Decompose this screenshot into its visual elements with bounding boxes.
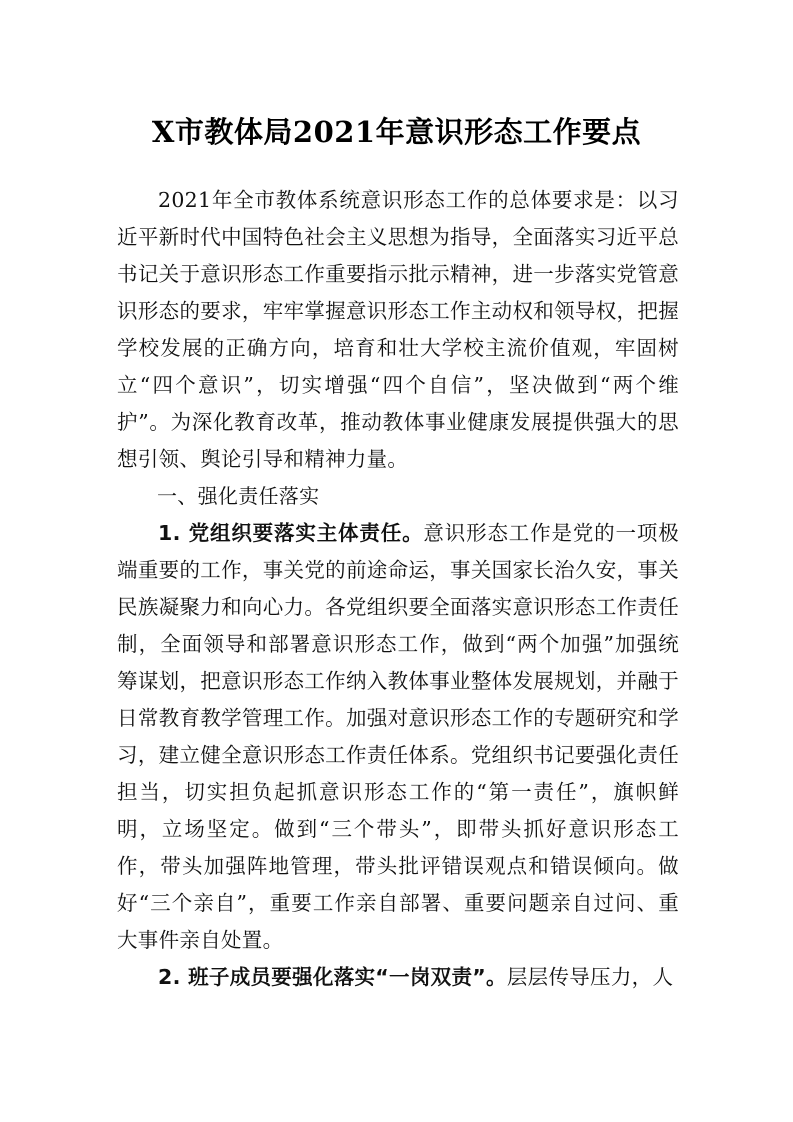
item-text-2: 层层传导压力，人 (506, 965, 674, 989)
item-paragraph-1 (117, 515, 679, 959)
document-body (117, 182, 679, 996)
item-text-1: 意识形态工作是党的一项极端重要的工作，事关党的前途命运，事关国家长治久安，事关民族凝聚力和向心力。各党组织要全面落实意识形态工作责任制，全面领导和部署意识形态工作，做到“两个加强”加强统筹谋划，把意识形态工作纳入教体事业整体发展规划，并融于日常教育教学管理工作。加强对意识形态工作的专题研究和学习，建立健全意识形态工作责任体系。党组织书记要强化责任担当，切实担负起抓意识形态工作的“第一责任”，旗帜鲜明，立场坚定。做到“三个带头”，即带头抓好意识形态工作，带头加强阵地管理，带头批评错误观点和错误倾向。做好“三个亲自”，重要工作亲自部署、重要问题亲自过问、重大事件亲自处置。 (117, 521, 679, 952)
item-lead-1: 1. 党组织要落实主体责任。 (158, 521, 424, 545)
section-heading-1: 一、强化责任落实 (157, 484, 320, 508)
item-paragraph-2 (117, 959, 679, 996)
item-lead-2: 2. 班子成员要强化落实“一岗双责”。 (158, 965, 507, 989)
intro-paragraph: 2021年全市教体系统意识形态工作的总体要求是：以习近平新时代中国特色社会主义思想为指导，全面落实习近平总书记关于意识形态工作重要指示批示精神，进一步落实党管意识形态的要求，牢牢掌握意识形态工作主动权和领导权，把握学校发展的正确方向，培育和壮大学校主流价值观，牢固树立“四个意识”，切实增强“四个自信”，坚决做到“两个维护”。为深化教育改革，推动教体事业健康发展提供强大的思想引领、舆论引导和精神力量。 (117, 188, 679, 471)
document-title: X市教体局2021年意识形态工作要点 (151, 115, 642, 149)
